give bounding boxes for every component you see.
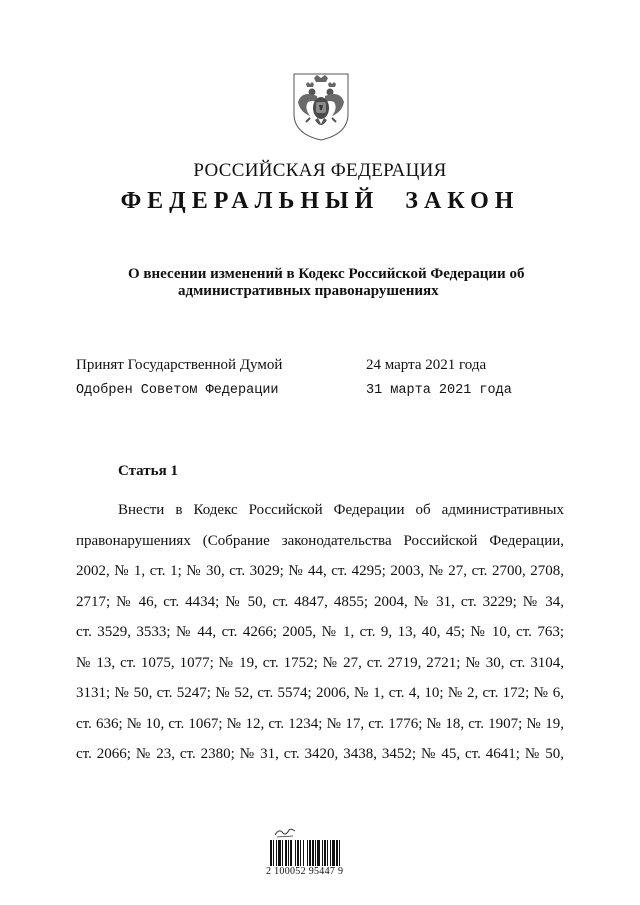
barcode-icon [270,840,354,866]
body-line: ст. 3529, 3533; № 44, ст. 4266; 2005, № 1, ст. 9, 13, 40, 45; № 10, ст. 763; [76,624,564,640]
body-line: Внести в Кодекс Российской Федерации об административных [118,502,564,518]
law-title-line-1: О внесении изменений в Кодекс Российской Федерации об [128,266,525,282]
duma-date: 24 марта 2021 года [366,357,487,373]
body-line: 2717; № 46, ст. 4434; № 50, ст. 4847, 4855; 2004, № 31, ст. 3229; № 34, [76,593,564,610]
document-type-heading: ФЕДЕРАЛЬНЫЙ ЗАКОН [120,188,520,214]
body-line: правонарушениях (Собрание законодательства Российской Федерации, [76,532,564,549]
body-line: ст. 636; № 10, ст. 1067; № 12, ст. 1234; № 17, ст. 1776; № 18, ст. 1907; № 19, [76,715,564,732]
article-heading: Статья 1 [118,463,178,479]
country-heading: РОССИЙСКАЯ ФЕДЕРАЦИЯ [193,160,447,181]
barcode-number: 2 100052 95447 9 [266,866,344,877]
body-line: 3131; № 50, ст. 5247; № 52, ст. 5574; 2006, № 1, ст. 4, 10; № 2, ст. 172; № 6, [76,685,564,701]
coat-of-arms-icon [290,68,352,142]
barcode-block [262,826,382,882]
duma-label: Принят Государственной Думой [76,357,283,373]
signature-mark-icon [274,826,296,838]
council-date: 31 марта 2021 года [366,383,512,398]
council-label: Одобрен Советом Федерации [76,383,279,398]
body-line: № 13, ст. 1075, 1077; № 19, ст. 1752; № 27, ст. 2719, 2721; № 30, ст. 3104, [76,654,564,671]
body-line: 2002, № 1, ст. 1; № 30, ст. 3029; № 44, ст. 4295; 2003, № 27, ст. 2700, 2708, [76,563,564,579]
law-title [128,266,548,300]
body-line: ст. 2066; № 23, ст. 2380; № 31, ст. 3420, 3438, 3452; № 45, ст. 4641; № 50, [76,746,564,762]
article-body [76,495,564,770]
law-title-line-2: административных правонарушениях [178,283,439,299]
